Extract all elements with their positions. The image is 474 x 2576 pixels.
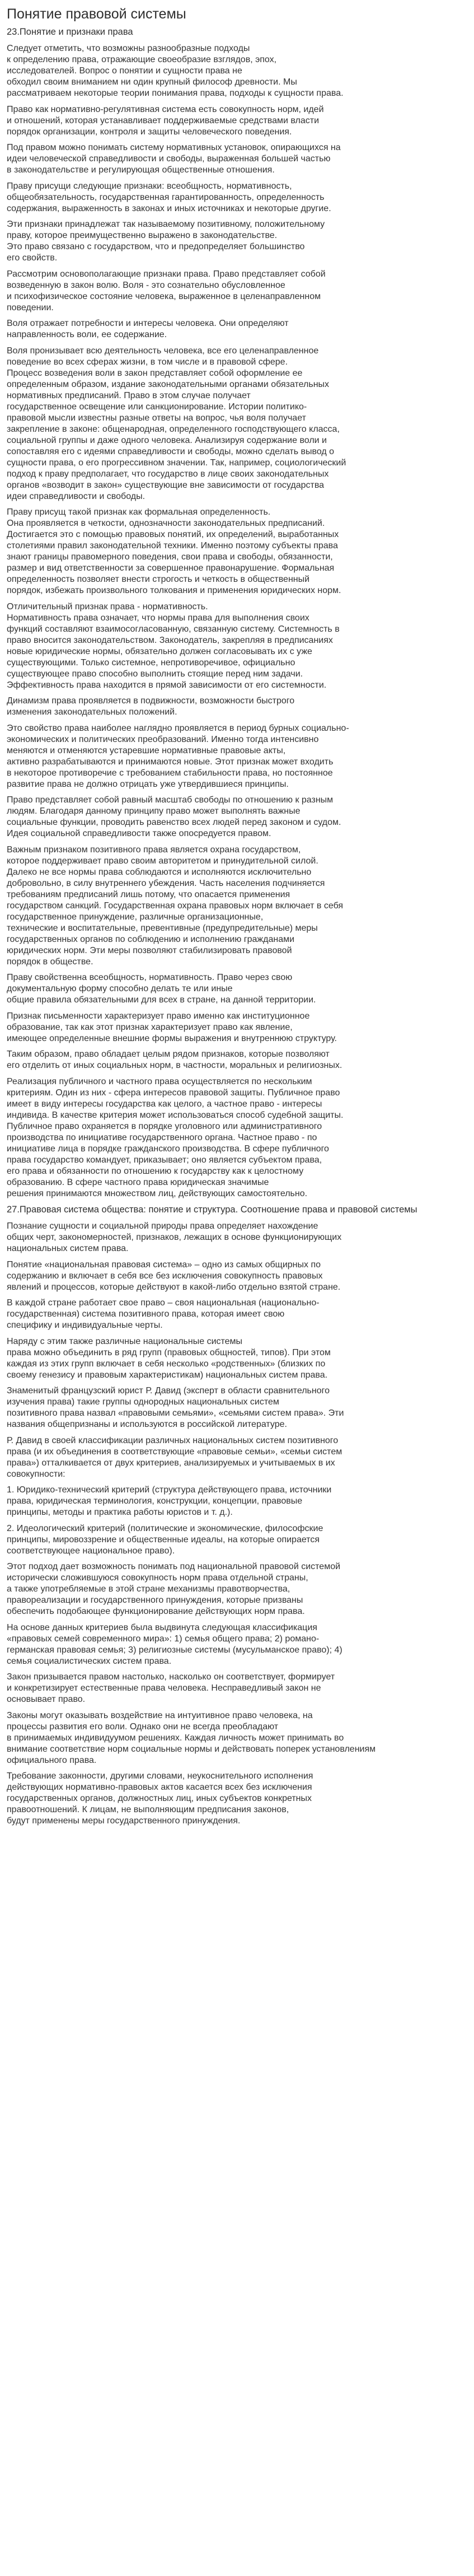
page-title: Понятие правовой системы <box>7 6 186 22</box>
paragraph: Знаменитый французский юрист Р. Давид (эксперт в области сравнительного изучения права) такие группы однородных национальных систем позитивного права назвал «правовыми семьями», «семьями систем права». Эти названия общепризнаны и используются в российской литературе. <box>7 1386 344 1429</box>
paragraph: Это свойство права наиболее наглядно проявляется в период бурных социально- экономических и политических преобразований. Именно тогда интенсивно меняются и отменяются устаревшие нормативные правовые акты, активно разрабатываются и принимаются новые. Этот признак может входить в некоторое противоречие с требованием стабильности права, но постоянное развитие права не должно отрицать уже утвердившиеся принципы. <box>7 723 349 789</box>
paragraph: Отличительный признак права - нормативность. Нормативность права означает, что нормы права для выполнения своих функций составляют взаимосогласованную, связанную систему. Системность в право вносится законодательством. Законодатель, закрепляя в предписаниях новые юридические нормы, обязательно должен согласовывать их с уже существующими. Только системное, непротиворечивое, официально существующее право способно выполнить стоящие перед ним задачи. Эффективность права находится в прямой зависимости от его системности. <box>7 601 340 690</box>
paragraph: Эти признаки принадлежат так называемому позитивному, положительному праву, которое преимущественно выражено в законодательстве. Это право связано с государством, что и предопределяет большинство его свойств. <box>7 220 325 263</box>
paragraph: Этот подход дает возможность понимать под национальной правовой системой исторически сложившуюся совокупность норм права отдельной страны, а также употребляемые в этой стране механизмы правотворчества, правореализации и государственного принуждения, которые призваны обеспечить подобающее функционирование действующих норм права. <box>7 1562 341 1616</box>
paragraph: Следует отметить, что возможны разнообразные подходы к определению права, отражающие своеобразие взглядов, эпох, исследователей. Вопрос о понятии и сущности права не обходил своим вниманием ни один крупный философ древности. Мы рассматриваем некоторые теории понимания права, подходы к сущности права. <box>7 44 344 98</box>
paragraph: Под правом можно понимать систему нормативных установок, опирающихся на идеи человеческой справедливости и свободы, выраженная большей частью в законодательстве и регулирующая общественные отношения. <box>7 143 341 175</box>
paragraph: Признак письменности характеризует право именно как институционное образование, так как этот признак характеризует право как явление, имеющее определенные внешние формы выражения и внутреннюю структуру. <box>7 1011 337 1043</box>
paragraph: Важным признаком позитивного права является охрана государством, которое поддерживает право своим авторитетом и принудительной силой. Далеко не все нормы права соблюдаются и исполняются исключительно добровольно, в силу внутреннего убеждения. Часть населения подчиняется требованиям предписаний лишь потому, что опасается применения государством санкций. Государственная охрана правовых норм включает в себя государственное принуждение, различные организационные, технические и воспитательные, превентивные (предупредительные) меры государственных органов по соблюдению и исполнению гражданами юридических норм. Эти меры позволяют стабилизировать правовой порядок в обществе. <box>7 844 344 967</box>
document-body <box>7 26 464 1827</box>
paragraph: Наряду с этим также различные национальные системы права можно объединить в ряд групп (правовых общностей, типов). При этом каждая из этих групп включает в себя несколько «родственных» (близких по своему генезису и правовым характеристикам) национальных систем права. <box>7 1336 331 1380</box>
paragraph: 2. Идеологический критерий (политические и экономические, философские принципы, мировоззрение и общественные идеалы, на которые опирается соответствующее национальное право). <box>7 1523 323 1556</box>
paragraph: Право как нормативно-регулятивная система есть совокупность норм, идей и отношений, которая устанавливает поддерживаемые средствами власти порядок организации, контроля и защиты человеческого поведения. <box>7 104 324 137</box>
document-section <box>7 1204 464 1827</box>
section-heading: 27.Правовая система общества: понятие и структура. Соотношение права и правовой системы <box>7 1205 417 1215</box>
paragraph: Законы могут оказывать воздействие на интуитивное право человека, на процессы развития его воли. Однако они не всегда преобладают в принимаемых индивидуумом решениях. Каждая личность может принимать во внимание соответствие норм социальные нормы и действовать поперек установлениям официального права. <box>7 1710 376 1765</box>
paragraph: Праву свойственна всеобщность, нормативность. Право через свою документальную форму способно делать те или иные общие правила обязательными для всех в стране, на данной территории. <box>7 973 316 1005</box>
paragraph: В каждой стране работает свое право – своя национальная (национально- государственная) система позитивного права, которая имеет свою специфику и индивидуальные черты. <box>7 1298 320 1330</box>
paragraph: Познание сущности и социальной природы права определяет нахождение общих черт, закономерностей, признаков, лежащих в основе функционирующих национальных систем права. <box>7 1221 342 1253</box>
paragraph: Праву присущи следующие признаки: всеобщность, нормативность, общеобязательность, государственная гарантированность, определенность содержания, выраженность в законах и иных источниках и некоторые другие. <box>7 181 331 213</box>
paragraph: Право представляет собой равный масштаб свободы по отношению к разным людям. Благодаря данному принципу право может выполнять важные социальные функции, проводить равенство всех людей перед законом и судом. Идея социальной справедливости также опосредуется правом. <box>7 795 341 838</box>
paragraph: Рассмотрим основополагающие признаки права. Право представляет собой возведенную в закон волю. Воля - это сознательно обусловленное и психофизическое состояние человека, выраженное в целенаправленном поведении. <box>7 269 326 312</box>
paragraph: Праву присущ такой признак как формальная определенность. Она проявляется в четкости, однозначности законодательных предписаний. Достигается это с помощью правовых понятий, их определений, выработанных столетиями правил законодательной техники. Именно поэтому субъекты права знают границы правомерного поведения, свои права и свободы, обязанности, размер и вид ответственности за совершенное правонарушение. Формальная определенность позволяет внести строгость и четкость в общественный порядок, избежать произвольного толкования и применения юридических норм. <box>7 507 341 595</box>
paragraph: Требование законности, другими словами, неукоснительного исполнения действующих нормативно-правовых актов касается всех без исключения государственных органов, должностных лиц, иных субъектов конкретных правоотношений. К лицам, не выполняющим предписания законов, будут применены меры государственного принуждения. <box>7 1771 313 1826</box>
paragraph: Воля отражает потребности и интересы человека. Они определяют направленность воли, ее содержание. <box>7 319 289 339</box>
paragraph: Понятие «национальная правовая система» – одно из самых общирных по содержанию и включает в себя все без исключения совокупность правовых явлений и процессов, которые действуют в какой-либо отдельно взятой стране. <box>7 1259 341 1292</box>
paragraph: Закон призывается правом настолько, насколько он соответствует, формирует и конкретизирует естественные права человека. Несправедливый закон не основывает право. <box>7 1672 335 1704</box>
section-heading: 23.Понятие и признаки права <box>7 27 133 37</box>
document-section <box>7 26 464 1200</box>
paragraph: Динамизм права проявляется в подвижности, возможности быстрого изменения законодательных положений. <box>7 696 295 717</box>
paragraph: 1. Юридико-технический критерий (структура действующего права, источники права, юридическая терминология, конструкции, концепции, правовые принципы, методы и практика работы юристов и т. д.). <box>7 1485 332 1517</box>
paragraph: На основе данных критериев была выдвинута следующая классификация «правовых семей современного мира»: 1) семья общего права; 2) романо- германская правовая семья; 3) религиозные системы (мусульманское право); 4) семья социалистических систем права. <box>7 1622 342 1666</box>
paragraph: Р. Давид в своей классификации различных национальных систем позитивного права (и их объединения в соответствующие «правовые семьи», «семьи систем права») отталкивается от двух критериев, анализируемых и учитываемых в их совокупности: <box>7 1435 342 1479</box>
paragraph: Воля пронизывает всю деятельность человека, все его целенаправленное поведение во всех сферах жизни, в том числе и в правовой сфере. Процесс возведения воли в закон представляет собой оформление ее определенным образом, издание законодательными органами обязательных нормативных предписаний. Право в этом случае получает государственное освещение или санкционирование. Истории политико- правовой мысли известны разные ответы на вопрос, чья воля получает закрепление в законе: общенародная, определенного господствующего класса, социальной группы и даже одного человека. Анализируя содержание воли и сопоставляя его с идеями справедливости и свободы, можно сделать вывод о сущности права, о его прогрессивном значении. Так, например, социологический подход к праву предполагает, что государство в лице своих законодательных органов «возводит в закон» существующие вне зависимости от государства идеи справедливости и свободы. <box>7 346 346 501</box>
paragraph: Таким образом, право обладает целым рядом признаков, которые позволяют его отделить от иных социальных норм, в частности, моральных и религиозных. <box>7 1049 342 1070</box>
paragraph: Реализация публичного и частного права осуществляется по нескольким критериям. Один из них - сфера интересов правовой защиты. Публичное право имеет в виду интересы государства как целого, а частное право - интересы индивида. В качестве критерия может использоваться способ судебной защиты. Публичное право охраняется в порядке уголовного или административного производства по инициативе государственного органа. Частное право - по инициативе лица в порядке гражданского производства. В сфере публичного права государство командует, приказывает; оно является субъектом права, его права и обязанности по отношению к государству как к целостному образованию. В сфере частного права юридическая значимые решения принимаются множеством лиц, действующих самостоятельно. <box>7 1076 344 1198</box>
